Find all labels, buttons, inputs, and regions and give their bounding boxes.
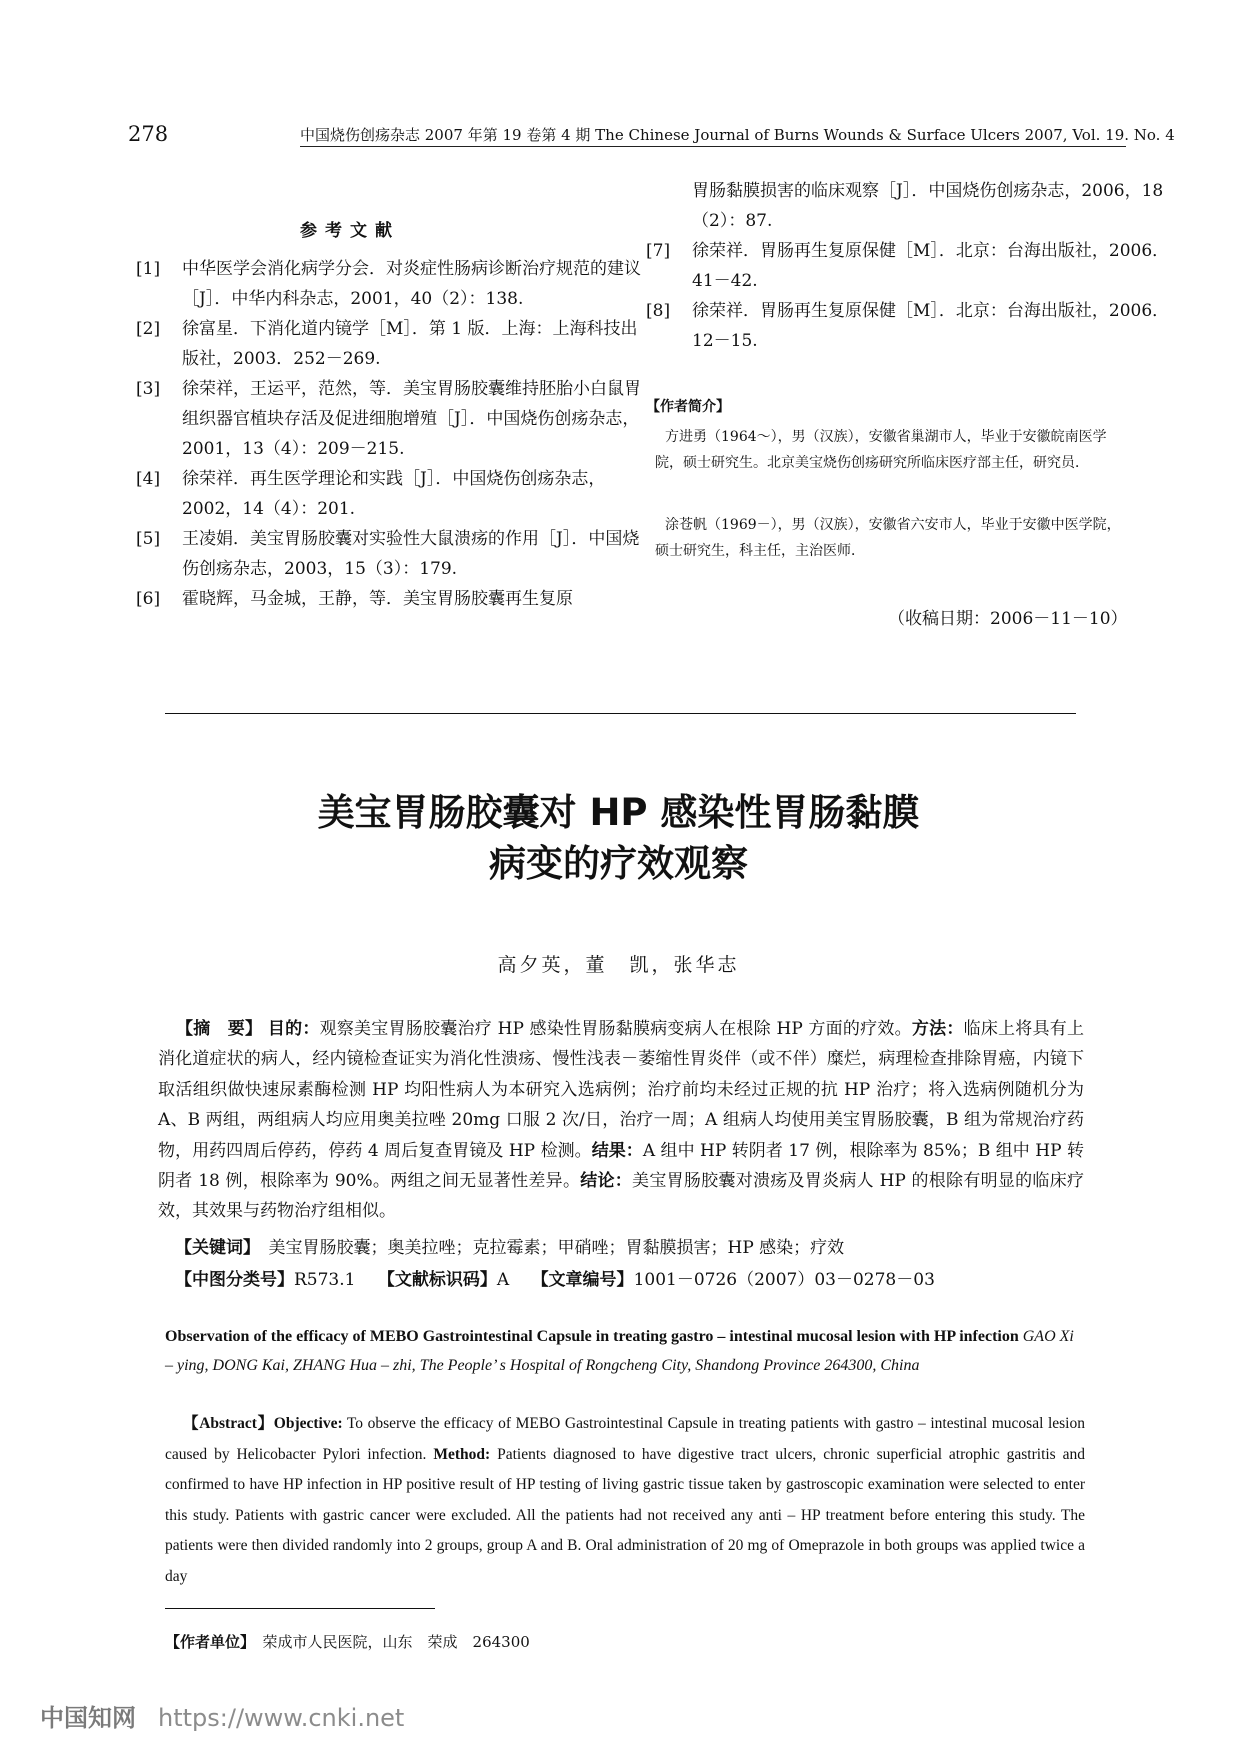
reference-item: [2] 徐富星．下消化道内镜学［M］．第 1 版．上海：上海科技出版社，2003．252－269.: [136, 319, 638, 369]
page-number: 278: [128, 122, 169, 146]
author-info-paragraph: 涂苍帆（1969－），男（汉族），安徽省六安市人，毕业于安徽中医学院，硕士研究生，科主任，主治医师．: [655, 517, 1121, 559]
reference-item: [3] 徐荣祥，王运平，范然，等．美宝胃肠胶囊维持胚胎小白鼠胃组织器官植块存活及促进细胞增殖［J］．中国烧伤创疡杂志，2001，13（4）：209－215.: [136, 379, 641, 459]
reference-item: [1] 中华医学会消化病学分会．对炎症性肠病诊断治疗规范的建议［J］．中华内科杂志，2001，40（2）：138.: [136, 259, 641, 309]
chinese-abstract: 【摘 要】 目的：观察美宝胃肠胶囊治疗 HP 感染性胃肠黏膜病变病人在根除 HP 方面的疗效。方法：临床上将具有上消化道症状的病人，经内镜检查证实为消化性溃疡、慢性浅表－萎缩性胃炎伴（或不伴）糜烂，病理检查排除胃癌，内镜下取活组织做快速尿素酶检测 HP 均阳性病人为本研究入选病例；治疗前均未经过正规的抗 HP 治疗；将入选病例随机分为 A、B 两组，两组病人均应用奥美拉唑 20mg 口服 2 次/日，治疗一周；A 组病人均使用美宝胃肠胶囊，B 组为常规治疗药物，用药四周后停药，停药 4 周后复查胃镜及 HP 检测。结果：A 组中 HP 转阴者 17 例，根除率为 85%；B 组中 HP 转阴者 18 例，根除率为 90%。两组之间无显著性差异。结论：美宝胃肠胶囊对溃疡及胃炎病人 HP 的根除有明显的临床疗效，其效果与药物治疗组相似。: [158, 1019, 1085, 1222]
reference-item: [4] 徐荣祥．再生医学理论和实践［J］．中国烧伤创疡杂志，2002，14（4）：201.: [136, 469, 606, 519]
cnki-watermark: [40, 1698, 404, 1733]
english-abstract: 【Abstract】Objective: To observe the efficacy of MEBO Gastrointestinal Capsule in treating patients with gastro – intestinal mucosal lesion caused by Helicobacter Pylori infection. Method: Patients diagnosed to have digestive tract ulcers, chronic superficial atrophic gastritis and confirmed to have HP infection in HP positive result of HP testing of living gastric tissue taken by gastroscopic examination were selected to enter this study. Patients with gastric cancer were excluded. All the patients had not received any anti – HP treatment before entering this study. The patients were then divided randomly into 2 groups, group A and B. Oral administration of 20 mg of Omeprazole in both groups was applied twice a day: [165, 1415, 1086, 1585]
cnki-url: https://www.cnki.net: [158, 1704, 405, 1732]
reference-item: [7] 徐荣祥．胃肠再生复原保健［M］．北京：台海出版社，2006．41－42.: [646, 241, 1170, 291]
method-label: 方法：: [911, 1019, 964, 1039]
author-affiliation: 【作者单位】 荣成市人民医院，山东 荣成 264300: [165, 1633, 530, 1651]
classification-line: 【中图分类号】R573.1 【文献标识码】A 【文章编号】1001－0726（2007）03－0278－03: [175, 1270, 935, 1290]
reference-item: [6] 霍晓辉，马金城，王静，等．美宝胃肠胶囊再生复原: [136, 589, 573, 609]
header-rule: [300, 146, 1126, 147]
author-info-paragraph: 方进勇（1964～），男（汉族），安徽省巢湖市人，毕业于安徽皖南医学院，硕士研究生。北京美宝烧伤创疡研究所临床医疗部主任，研究员．: [655, 429, 1107, 471]
article-title-line1: 美宝胃肠胶囊对 HP 感染性胃肠黏膜: [317, 791, 920, 834]
footnote-rule: [165, 1608, 435, 1609]
references-title: 参考文献: [300, 221, 400, 241]
author-info-title: 【作者简介】: [646, 399, 730, 415]
cnki-logo: 中国知网: [40, 1704, 136, 1732]
reference-item: 胃肠黏膜损害的临床观察［J］．中国烧伤创疡杂志，2006，18（2）：87.: [692, 181, 1164, 231]
objective-label: 目的：: [267, 1019, 320, 1039]
reference-item: [5] 王凌娟．美宝胃肠胶囊对实验性大鼠溃疡的作用［J］．中国烧伤创疡杂志，2003，15（3）：179.: [136, 529, 640, 579]
received-date: （收稿日期：2006－11－10）: [888, 609, 1128, 629]
keywords: 【关键词】 美宝胃肠胶囊；奥美拉唑；克拉霉素；甲硝唑；胃黏膜损害；HP 感染；疗效: [175, 1238, 845, 1258]
article-title-line2: 病变的疗效观察: [489, 842, 748, 885]
journal-header: 中国烧伤创疡杂志 2007 年第 19 卷第 4 期 The Chinese Journal of Burns Wounds & Surface Ulcers 2007, Vol. 19. No. 4: [300, 126, 1175, 144]
section-divider: [165, 713, 1076, 714]
article-authors: 高夕英，董 凯，张华志: [497, 954, 740, 976]
reference-item: [8] 徐荣祥．胃肠再生复原保健［M］．北京：台海出版社，2006．12－15.: [646, 301, 1170, 351]
english-title: Observation of the efficacy of MEBO Gastrointestinal Capsule in treating gastro – intestinal mucosal lesion with HP infection GAO Xi – ying, DONG Kai, ZHANG Hua – zhi, The People’ s Hospital of Rongcheng City, Shandong Province 264300, China: [165, 1328, 1074, 1374]
abstract-label: 【摘 要】: [176, 1019, 263, 1039]
conclusion-label: 结论：: [580, 1171, 633, 1192]
result-label: 结果：: [591, 1140, 643, 1161]
